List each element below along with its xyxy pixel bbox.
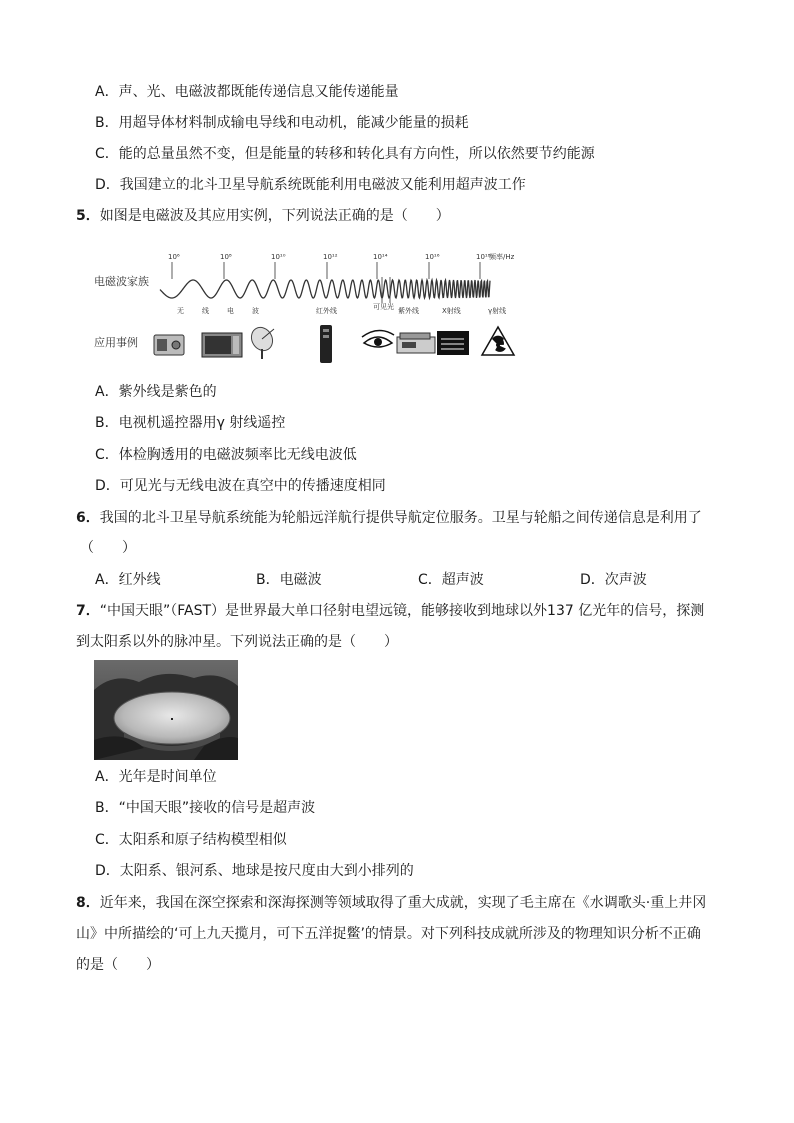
q4-option-b: B．用超导体材料制成输电导线和电动机，能减少能量的损耗 xyxy=(95,115,469,131)
q6-stem-cont: （ ） xyxy=(80,540,136,556)
q4-option-c: C．能的总量虽然不变，但是能量的转移和转化具有方向性，所以依然要节约能源 xyxy=(95,146,595,162)
q6-option-d: D．次声波 xyxy=(580,572,647,588)
freq-tick-label: 10¹⁴ xyxy=(373,253,388,261)
q6-number: 6． xyxy=(76,510,100,526)
apps-label: 应用事例 xyxy=(94,336,138,349)
satellite-dish-icon xyxy=(247,324,276,359)
band-label: 无 xyxy=(177,307,184,315)
band-label: 线 xyxy=(202,307,209,315)
family-label: 电磁波家族 xyxy=(94,275,149,288)
q7-option-d: D．太阳系、银河系、地球是按尺度由大到小排列的 xyxy=(95,863,414,879)
freq-tick-label: 10¹⁰ xyxy=(271,253,286,261)
q6-stem-text: 我国的北斗卫星导航系统能为轮船远洋航行提供导航定位服务。卫星与轮船之间传递信息是利用了 xyxy=(99,510,702,526)
q7-stem-cont: 到太阳系以外的脉冲星。下列说法正确的是（ ） xyxy=(76,634,398,650)
band-label: 紫外线 xyxy=(398,307,419,315)
q4-option-a: A．声、光、电磁波都既能传递信息又能传递能量 xyxy=(95,84,399,100)
band-label: γ射线 xyxy=(488,307,507,315)
q7-stem-text: “中国天眼”（FAST）是世界最大单口径射电望远镜，能够接收到地球以外137 亿光年的信号，探测 xyxy=(99,603,705,619)
q5-number: 5． xyxy=(76,208,100,224)
q7-option-a: A．光年是时间单位 xyxy=(95,769,217,785)
q5-option-c: C．体检胸透用的电磁波频率比无线电波低 xyxy=(95,447,357,463)
q6-option-b: B．电磁波 xyxy=(256,572,322,588)
freq-tick-label: 10¹⁸ xyxy=(476,253,491,261)
fast-telescope-photo xyxy=(94,660,238,760)
freq-tick-label: 10¹⁶ xyxy=(425,253,440,261)
band-label: 电 xyxy=(227,307,234,315)
freq-tick-label: 10⁶ xyxy=(168,253,180,261)
freq-tick-label: 10⁸ xyxy=(220,253,232,261)
q5-option-a: A．紫外线是紫色的 xyxy=(95,384,217,400)
q6-option-a: A．红外线 xyxy=(95,572,161,588)
q7-option-b: B．“中国天眼”接收的信号是超声波 xyxy=(95,800,316,816)
remote-control-icon xyxy=(320,325,332,363)
q5-stem-text: 如图是电磁波及其应用实例，下列说法正确的是（ ） xyxy=(99,208,450,224)
q8-stem-cont: 山》中所描绘的‘可上九天揽月，可下五洋捉鳖’的情景。对下列科技成就所涉及的物理知识分析不正确 xyxy=(76,926,701,942)
cash-counter-icon xyxy=(397,333,435,353)
q6-stem xyxy=(76,508,702,528)
band-label: 波 xyxy=(252,307,259,315)
q7-number: 7． xyxy=(76,603,100,619)
freq-unit-label: 频率/Hz xyxy=(489,253,515,261)
q8-stem-text: 近年来，我国在深空探索和深海探测等领域取得了重大成就，实现了毛主席在《水调歌头·重上井冈 xyxy=(99,895,707,911)
q7-stem xyxy=(76,601,704,621)
eye-icon xyxy=(362,330,394,347)
freq-tick-label: 10¹² xyxy=(323,253,338,261)
q6-option-c: C．超声波 xyxy=(418,572,484,588)
x-ray-film-icon xyxy=(437,331,469,355)
band-label: X射线 xyxy=(442,307,461,315)
em-spectrum-figure xyxy=(92,247,532,367)
q8-number: 8． xyxy=(76,895,100,911)
microwave-oven-icon xyxy=(202,333,242,357)
q7-option-c: C．太阳系和原子结构模型相似 xyxy=(95,832,287,848)
band-label: 可见光 xyxy=(373,303,394,311)
q8-stem-cont2: 的是（ ） xyxy=(76,957,160,973)
q4-option-d: D．我国建立的北斗卫星导航系统既能利用电磁波又能利用超声波工作 xyxy=(95,177,526,193)
radiation-icon xyxy=(482,327,514,355)
q5-stem xyxy=(76,206,450,226)
radio-icon xyxy=(154,335,184,355)
q8-stem xyxy=(76,893,706,913)
q5-option-b: B．电视机遥控器用γ 射线遥控 xyxy=(95,415,286,431)
band-label: 红外线 xyxy=(316,307,337,315)
em-wave xyxy=(160,280,490,298)
q5-option-d: D．可见光与无线电波在真空中的传播速度相同 xyxy=(95,478,386,494)
